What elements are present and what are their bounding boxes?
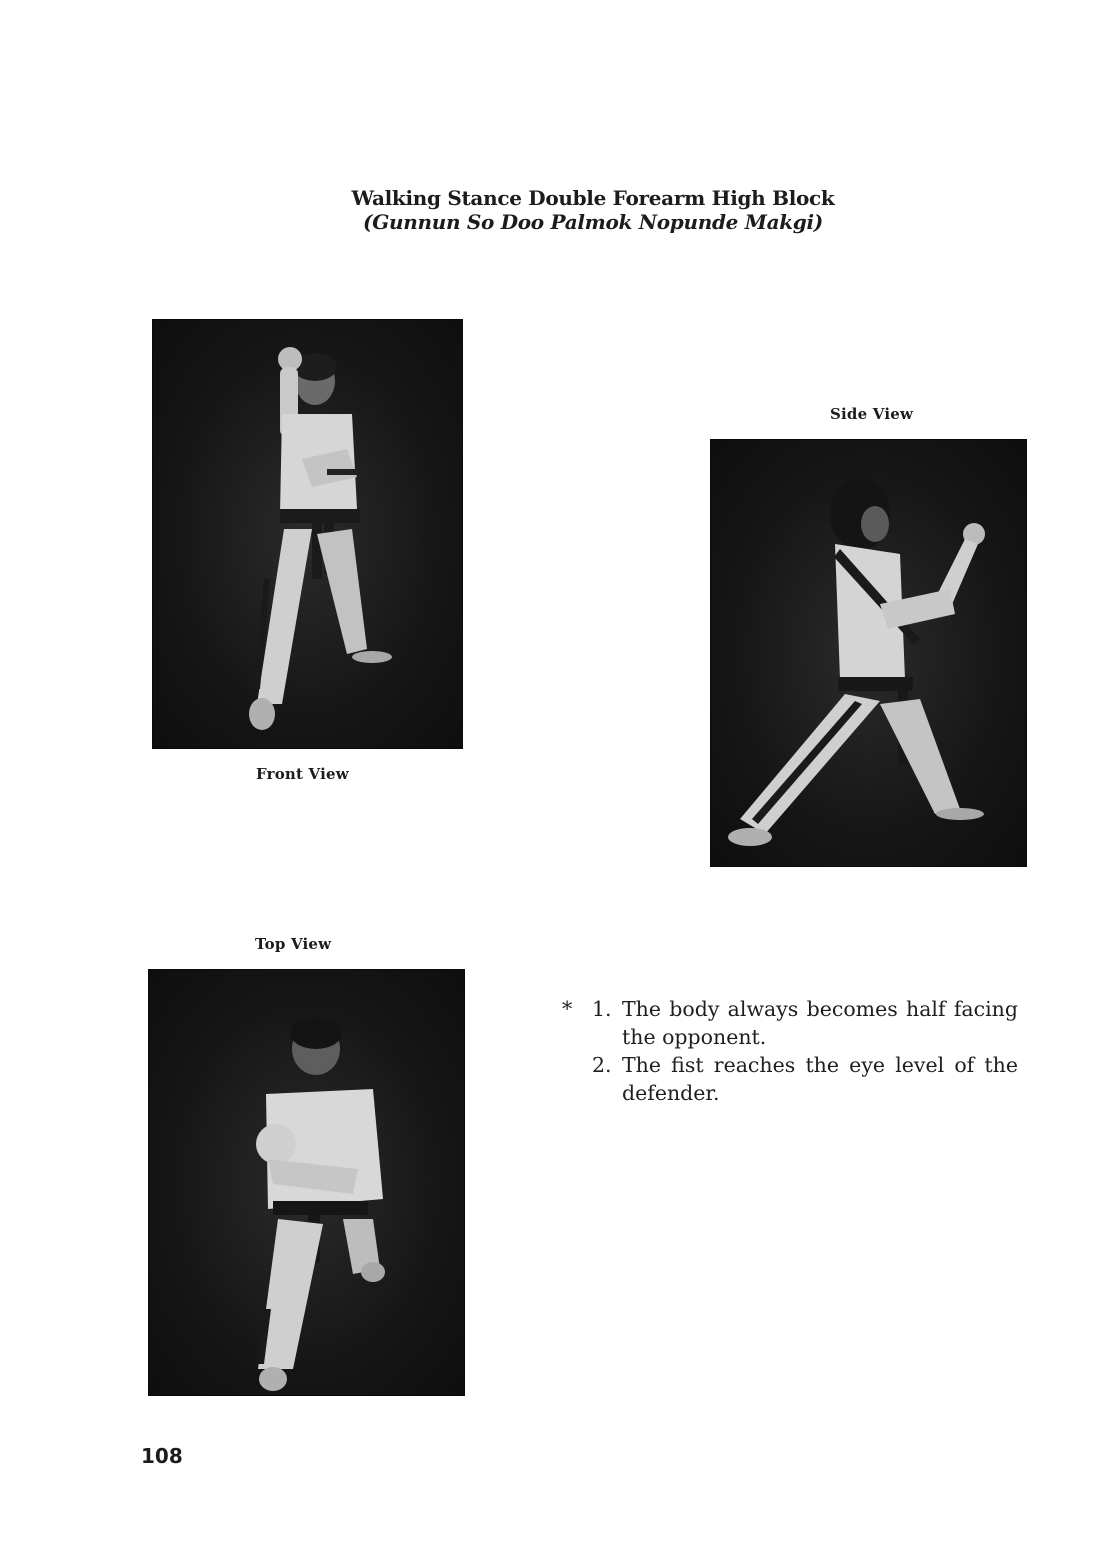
top-view-photo	[148, 969, 465, 1396]
page-number: 108	[141, 1444, 183, 1468]
top-view-figure-illustration	[148, 969, 465, 1396]
side-view-figure-illustration	[710, 439, 1027, 867]
asterisk-marker: *	[562, 997, 573, 1021]
note-item-1	[562, 995, 1018, 1051]
front-view-photo	[152, 319, 463, 749]
note-spacer	[562, 1051, 592, 1107]
technique-notes	[562, 995, 1018, 1107]
side-view-caption: Side View	[830, 405, 914, 423]
note-item-2	[562, 1051, 1018, 1107]
note-text: The body always becomes half facing the opponent.	[622, 997, 1018, 1049]
top-view-caption: Top View	[255, 935, 332, 953]
page-subtitle: (Gunnun So Doo Palmok Nopunde Makgi)	[363, 210, 823, 234]
side-view-photo	[710, 439, 1027, 867]
page-title: Walking Stance Double Forearm High Block	[351, 186, 835, 210]
note-number: 1.	[592, 997, 612, 1021]
note-text: The fist reaches the eye level of the defender.	[622, 1053, 1018, 1105]
front-view-caption: Front View	[256, 765, 349, 783]
note-number: 2.	[592, 1053, 612, 1077]
front-view-figure-illustration	[152, 319, 463, 749]
